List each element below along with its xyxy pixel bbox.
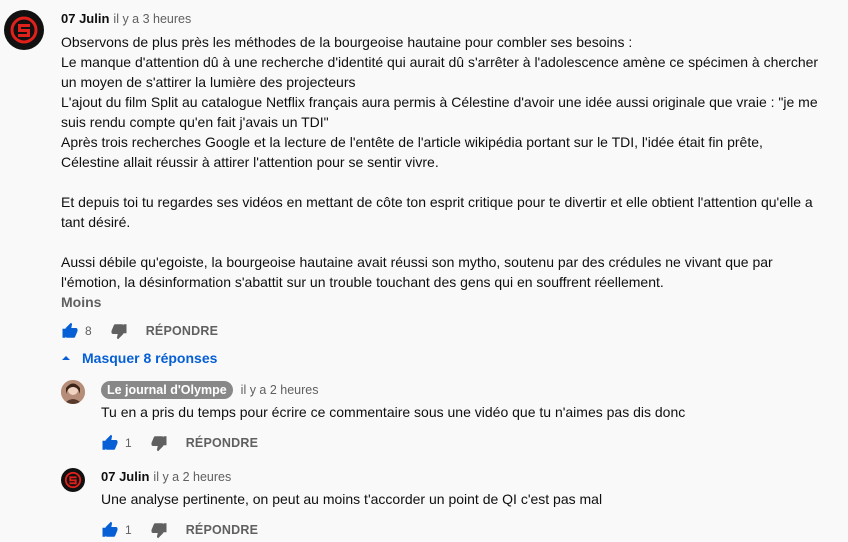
reply-like-count: 1 [125, 523, 132, 537]
hide-replies-label: Masquer 8 réponses [82, 350, 218, 366]
main-comment-time[interactable]: il y a 3 heures [113, 11, 192, 26]
main-comment-reply-button[interactable]: RÉPONDRE [145, 324, 219, 338]
main-comment-header [61, 11, 191, 26]
reply-avatar-julin[interactable] [61, 468, 85, 492]
person-avatar-icon [61, 380, 85, 404]
reply-author[interactable]: 07 Julin [101, 469, 150, 484]
reply-time[interactable]: il y a 2 heures [153, 469, 232, 484]
reply-text: Une analyse pertinente, on peut au moins t'accorder un point de QI c'est pas mal [101, 491, 603, 507]
thumb-down-icon[interactable] [150, 521, 168, 539]
reply-header [101, 381, 319, 399]
reply-reply-button[interactable]: RÉPONDRE [185, 523, 259, 537]
reply-like-count: 1 [125, 436, 132, 450]
reply-reply-button[interactable]: RÉPONDRE [185, 436, 259, 450]
thumb-down-icon[interactable] [150, 434, 168, 452]
reply-actions [101, 518, 258, 542]
caret-up-icon [60, 352, 72, 364]
thumb-up-icon[interactable] [61, 322, 79, 340]
main-comment-text: Observons de plus près les méthodes de la bourgeoise hautaine pour combler ses besoins : Le manque d'attention dû à une recherche d'identité qui aurait dû s'arrêter à l'adolescence amène ce spécimen à chercher un moyen de s'attirer la lumière des projecteurs L'ajout du film Split au catalogue Netflix français aura permis à Célestine d'avoir une idée aussi originale que vraie : "je me suis rendu compte qu'en fait j'avais un TDI" Après trois recherches Google et la lecture de l'entête de l'article wikipédia portant sur le TDI, l'idée était fin prête, Célestine allait réussir à attirer l'attention pour se sentir vivre. Et depuis toi tu regardes ses vidéos en mettant de côte ton esprit critique pour te divertir et elle obtient l'attention qu'elle a tant désiré. Aussi débile qu'egoiste, la bourgeoise hautaine avait réussi son mytho, soutenu par des crédules ne vivant que par l'émotion, la désinformation s'abattit sur un trouble touchant des gens qui en souffrent réellement. [61, 34, 819, 290]
julin-logo-icon [4, 10, 44, 50]
thumb-down-icon[interactable] [110, 322, 128, 340]
reply-text: Tu en a pris du temps pour écrire ce commentaire sous une vidéo que tu n'aimes pas dis donc [101, 404, 686, 420]
thumb-up-icon[interactable] [101, 521, 119, 539]
reply-time[interactable]: il y a 2 heures [240, 383, 319, 397]
hide-replies-button[interactable] [60, 350, 217, 366]
main-comment-author[interactable]: 07 Julin [61, 11, 110, 26]
main-comment-actions [61, 319, 218, 343]
thumb-up-icon[interactable] [101, 434, 119, 452]
reply-actions [101, 431, 258, 455]
read-less-button[interactable]: Moins [61, 294, 102, 310]
julin-logo-icon [61, 468, 85, 492]
main-comment-avatar[interactable] [4, 10, 44, 50]
reply-avatar-olympe[interactable] [61, 380, 85, 404]
reply-author-chip[interactable]: Le journal d'Olympe [101, 381, 233, 399]
reply-header [101, 469, 231, 484]
main-comment-like-count: 8 [85, 324, 92, 338]
